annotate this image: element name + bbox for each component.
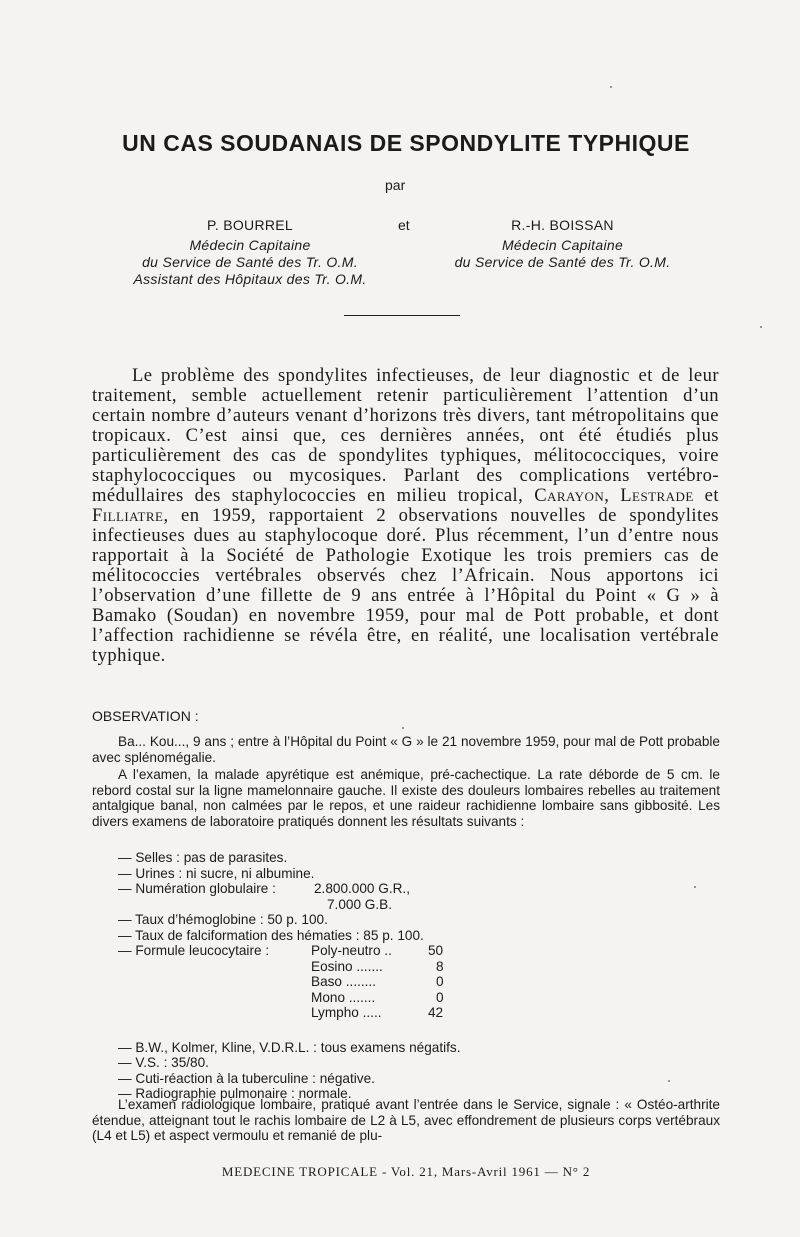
author-title: Médecin Capitaine — [501, 237, 624, 253]
formula-label: Lympho ..... — [311, 1005, 382, 1020]
author-affiliation: du Service de Santé des Tr. O.M. — [142, 254, 358, 270]
result-value: 2.800.000 G.R., — [314, 881, 410, 896]
section-divider — [344, 315, 460, 316]
formula-value: 0 — [436, 974, 444, 989]
scan-speck — [610, 86, 612, 88]
result-item: — Radiographie pulmonaire : normale. — [118, 1086, 352, 1101]
formula-label: Poly-neutro .. — [311, 943, 392, 958]
intro-paragraph — [92, 366, 719, 666]
result-item: — Urines : ni sucre, ni albumine. — [118, 865, 315, 881]
author-block-1 — [100, 217, 400, 288]
running-footer: MEDECINE TROPICALE - Vol. 21, Mars-Avril 1961 — N° 2 — [221, 1164, 591, 1179]
observation-paragraph: A l’examen, la malade apyrétique est anémique, pré-cachectique. La rate déborde de 5 cm. le rebord costal sur la ligne mamelonnaire gauche. Il existe des douleurs lombaires rebelles au traitement antalgique banal, non calmées par le repos, et une raideur rachidienne lombaire sans gibbosité. Les divers examens de laboratoire pratiqués donnent les résultats suivants : — [92, 767, 720, 829]
formula-value: 42 — [428, 1005, 444, 1020]
result-item: — V.S. : 35/80. — [118, 1055, 209, 1070]
result-item: — Formule leucocytaire : — [118, 943, 270, 958]
author-affiliation: Assistant des Hôpitaux des Tr. O.M. — [133, 271, 367, 287]
formula-label: Eosino ....... — [311, 958, 383, 974]
separator: , — [604, 485, 621, 506]
author-conjunction: et — [398, 217, 410, 233]
result-item: — Taux de falciformation des hématies : 85 p. 100. — [118, 927, 424, 943]
scan-speck — [402, 727, 404, 729]
formula-value: 50 — [428, 943, 444, 958]
author-block-2 — [430, 217, 695, 271]
scan-speck — [668, 1080, 670, 1082]
author-name: R.-H. BOISSAN — [511, 217, 614, 233]
cited-author: Carayon — [534, 485, 605, 506]
lab-results-list — [118, 850, 718, 1102]
section-heading: OBSERVATION : — [92, 708, 199, 724]
article-title: UN CAS SOUDANAIS DE SPONDYLITE TYPHIQUE — [122, 130, 690, 156]
author-affiliation: du Service de Santé des Tr. O.M. — [454, 254, 671, 270]
intro-text: Le problème des spondylites infectieuses, de leur diagnostic et de leur traitement, semble actuellement retenir particulièrement l’attention d’un certain nombre d’auteurs venant d’horizons très divers, tant métropolitains que tropicaux. C’est ainsi que, ces dernières années, ont été étudiés plus particulièrement des cas de spondylites typhiques, mélitococciques, voire staphylococciques ou mycosiques. Parlant des complications vertébro-médullaires des staphylococcies en milieu tropical, — [92, 365, 719, 506]
result-item: — B.W., Kolmer, Kline, V.D.R.L. : tous examens négatifs. — [118, 1039, 461, 1055]
author-title: Médecin Capitaine — [189, 237, 311, 253]
result-item: — Cuti-réaction à la tuberculine : négative. — [118, 1070, 375, 1086]
separator: et — [693, 485, 719, 506]
result-item: — Selles : pas de parasites. — [118, 850, 288, 865]
cited-author: Lestrade — [620, 485, 694, 506]
scan-speck — [760, 326, 762, 328]
formula-value: 8 — [436, 958, 444, 974]
formula-label: Mono ....... — [311, 989, 376, 1005]
cited-author: Filliatre — [92, 505, 164, 526]
result-item: — Numération globulaire : — [118, 881, 276, 896]
author-name: P. BOURREL — [207, 217, 293, 233]
by-label: par — [385, 177, 406, 193]
result-value: 7.000 G.B. — [327, 896, 392, 912]
formula-label: Baso ........ — [311, 974, 376, 989]
result-item: — Taux d’hémoglobine : 50 p. 100. — [118, 912, 328, 927]
observation-paragraph: Ba... Kou..., 9 ans ; entre à l’Hôpital du Point « G » le 21 novembre 1959, pour mal de Pott probable avec splénomégalie. — [92, 734, 720, 765]
formula-value: 0 — [436, 989, 444, 1005]
observation-paragraph: L’examen radiologique lombaire, pratiqué avant l’entrée dans le Service, signale : « Ostéo-arthrite étendue, atteignant tout le rachis lombaire de L2 à L5, avec effondrement de plusieurs corps vertébraux (L4 et L5) et aspect vermoulu et remanié de plu- — [92, 1097, 720, 1143]
scan-speck — [694, 886, 696, 888]
intro-text: , en 1959, rapportaient 2 observations nouvelles de spondylites infectieuses dues au staphylocoque doré. Plus récemment, l’un d’entre nous rapportait à la Société de Pathologie Exotique les trois premiers cas de mélitococcies vertébrales observés chez l’Africain. Nous apportons ici l’observation d’une fillette de 9 ans entrée à l’Hôpital du Point « G » à Bamako (Soudan) en novembre 1959, pour mal de Pott probable, et dont l’affection rachidienne se révéla être, en réalité, une localisation vertébrale typhique. — [92, 505, 719, 666]
